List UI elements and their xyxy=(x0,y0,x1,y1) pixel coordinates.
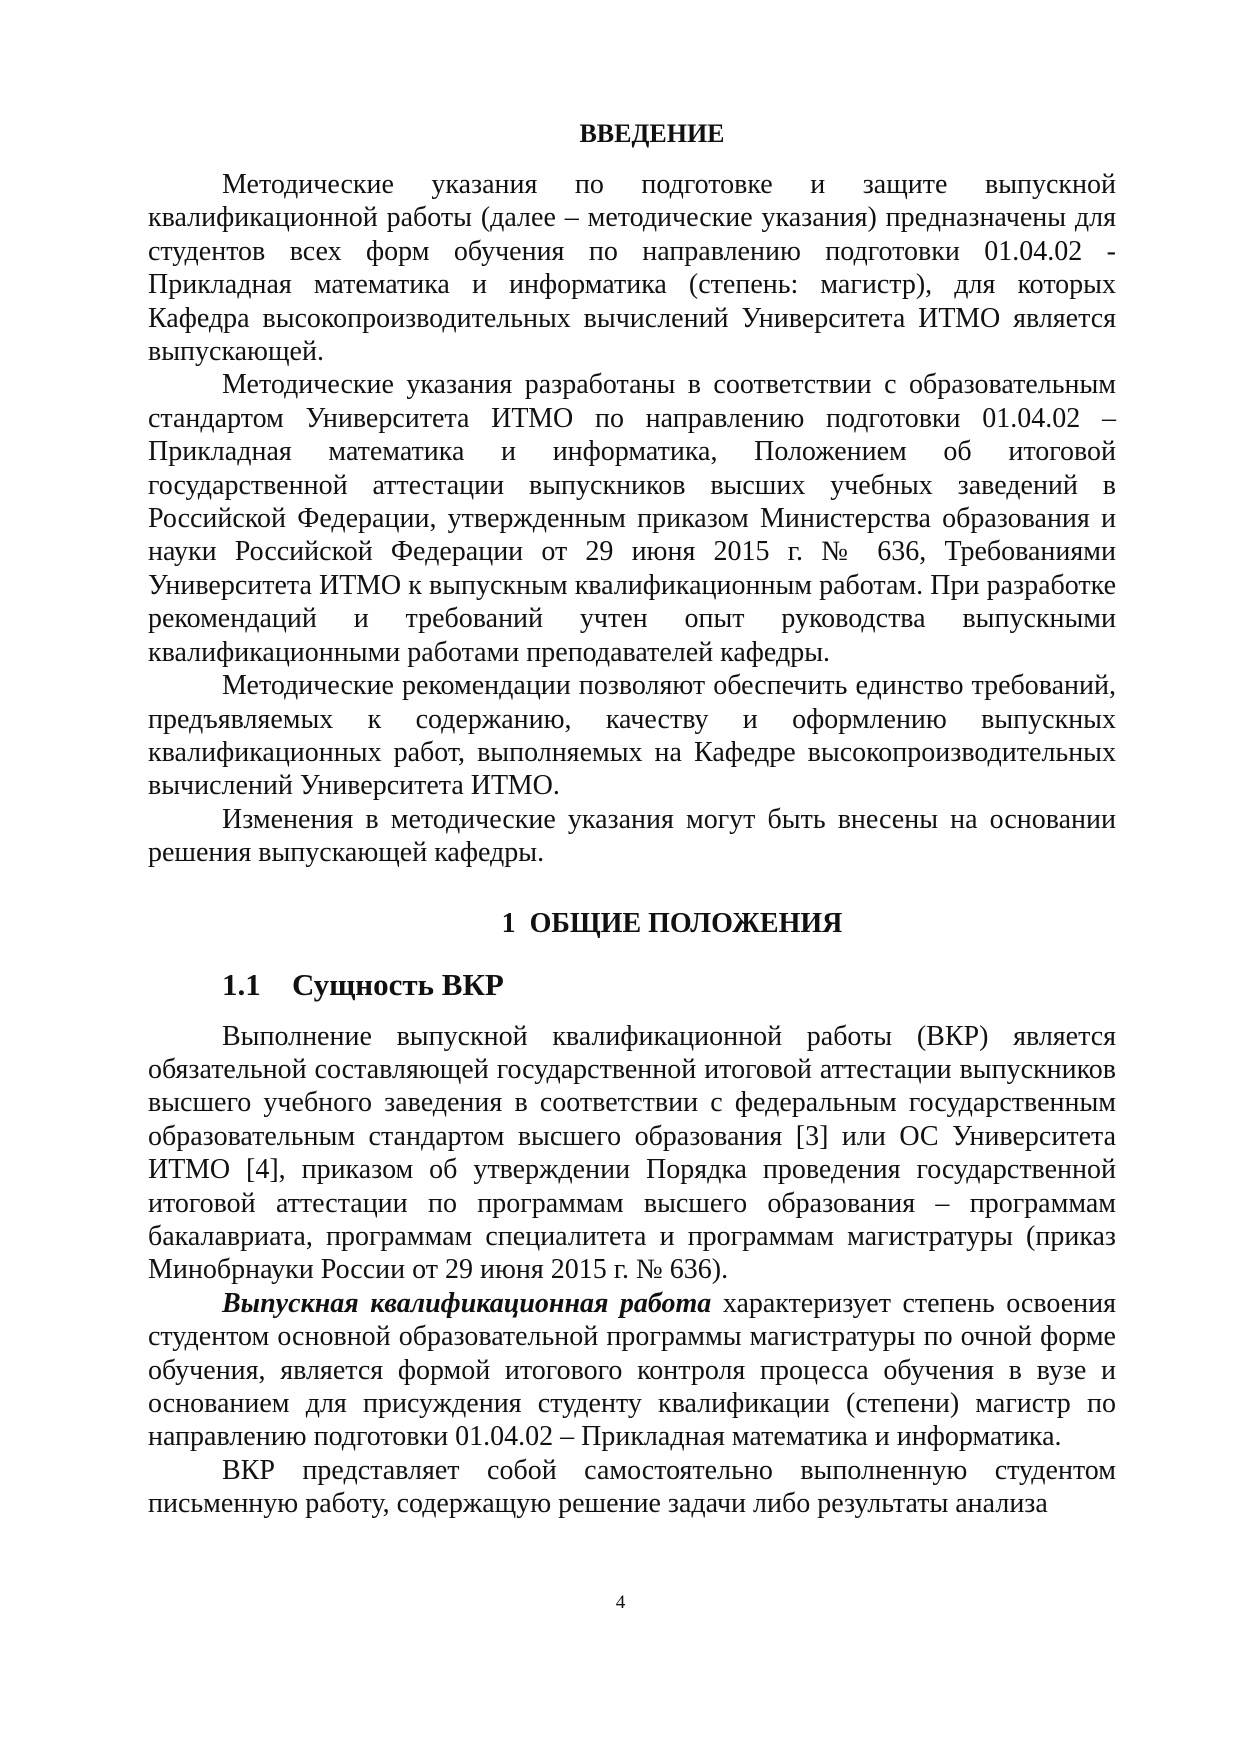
section-title: ОБЩИЕ ПОЛОЖЕНИЯ xyxy=(529,907,843,939)
section-number: 1 xyxy=(501,907,516,939)
intro-heading: ВВЕДЕНИЕ xyxy=(579,119,725,148)
subsection-paragraph-2-text: характеризует степень освоения студентом основной образовательной программы магистратуры по очной форме обучения, является формой итогового контроля процесса обучения в вузе и основанием для присуждения студенту квалификации (степени) магистр по направлению подготовки 01.04.02 – Прикладная математика и информатика. xyxy=(148,1287,1116,1453)
page-number: 4 xyxy=(615,1592,626,1613)
subsection-paragraph-1: Выполнение выпускной квалификационной работы (ВКР) является обязательной составляющей государственной итоговой аттестации выпускников высшего учебного заведения в соответствии с федеральным государственным образовательным стандартом высшего образования [3] или ОС Университета ИТМО [4], приказом об утверждении Порядка проведения государственной итоговой аттестации по программам высшего образования – программам бакалавриата, программам специалитета и программам магистратуры (приказ Минобрнауки России от 29 июня 2015 г. № 636). xyxy=(148,1020,1116,1286)
document-page xyxy=(148,118,1116,1521)
intro-paragraph-1: Методические указания по подготовке и защите выпускной квалификационной работы (далее – методические указания) предназначены для студентов всех форм обучения по направлению подготовки 01.04.02 - Прикладная математика и информатика (степень: магистр), для которых Кафедра высокопроизводительных вычислений Университета ИТМО является выпускающей. xyxy=(148,169,1116,368)
subsection-title: Сущность ВКР xyxy=(292,966,504,1002)
subsection-heading xyxy=(222,966,1116,1004)
section-heading xyxy=(148,908,1116,940)
subsection-number: 1.1 xyxy=(222,966,261,1002)
intro-paragraph-3: Методические рекомендации позволяют обеспечить единство требований, предъявляемых к содержанию, качеству и оформлению выпускных квалификационных работ, выполняемых на Кафедре высокопроизводительных вычислений Университета ИТМО. xyxy=(148,670,1116,802)
subsection-paragraph-2 xyxy=(148,1287,1116,1454)
defined-term: Выпускная квалификационная работа xyxy=(222,1287,712,1319)
intro-paragraph-2: Методические указания разработаны в соответствии с образовательным стандартом Университета ИТМО по направлению подготовки 01.04.02 – Прикладная математика и информатика, Положением об итоговой государственной аттестации выпускников высших учебных заведений в Российской Федерации, утвержденным приказом Министерства образования и науки Российской Федерации от 29 июня 2015 г. № 636, Требованиями Университета ИТМО к выпускным квалификационным работам. При разработке рекомендаций и требований учтен опыт руководства выпускными квалификационными работами преподавателей кафедры. xyxy=(148,369,1116,668)
subsection-paragraph-3: ВКР представляет собой самостоятельно выполненную студентом письменную работу, содержащую решение задачи либо результаты анализа xyxy=(148,1454,1116,1520)
intro-paragraph-4: Изменения в методические указания могут быть внесены на основании решения выпускающей кафедры. xyxy=(148,803,1116,869)
